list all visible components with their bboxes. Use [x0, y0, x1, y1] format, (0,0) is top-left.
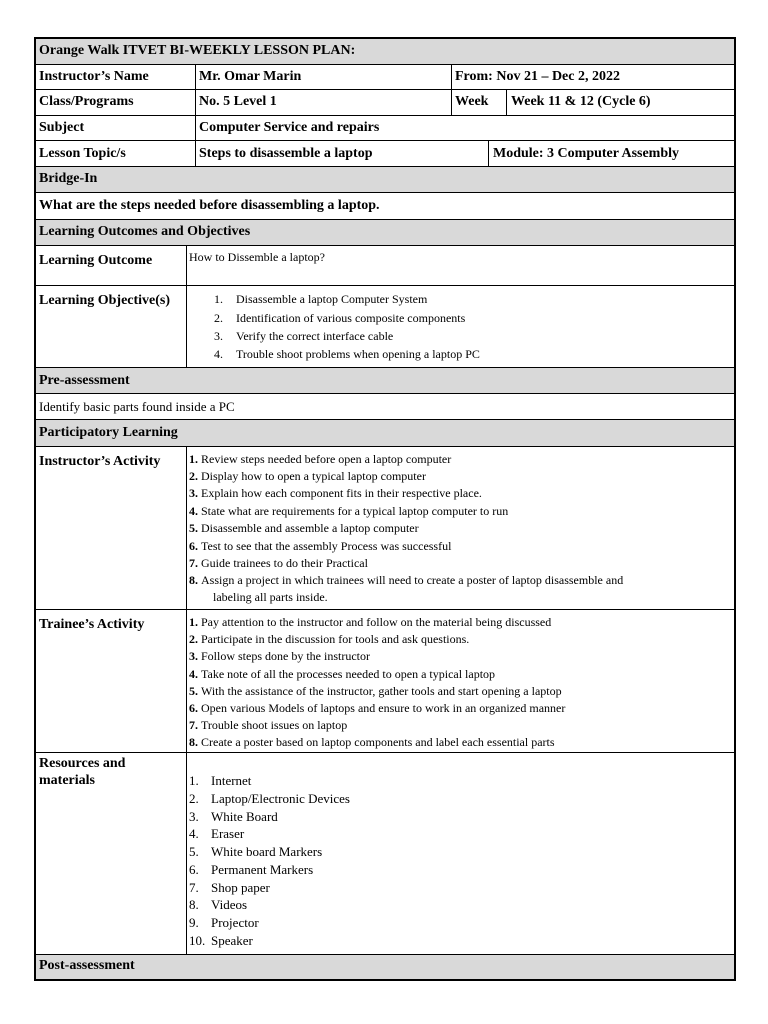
learning-outcome-row — [36, 246, 734, 286]
class-label: Class/Programs — [39, 94, 134, 109]
resource-item: 7. Shop paper — [189, 880, 270, 895]
outcomes-heading: Learning Outcomes and Objectives — [39, 224, 251, 239]
instructor-activity-item-continued: labeling all parts inside. — [213, 590, 328, 604]
learning-objectives-row — [36, 286, 734, 368]
lesson-plan-table — [34, 37, 736, 981]
pre-assessment-heading: Pre-assessment — [39, 373, 130, 388]
bridge-in-text: What are the steps needed before disassembling a laptop. — [39, 198, 380, 213]
instructor-activity-item: 4. State what are requirements for a typical laptop computer to run — [189, 504, 509, 518]
learning-objectives-label: Learning Objective(s) — [39, 293, 171, 308]
resource-item: 8. Videos — [189, 897, 248, 912]
trainee-activity-item: 4. Take note of all the processes needed to open a typical laptop — [189, 667, 496, 681]
resources-label-line-2: materials — [39, 773, 95, 788]
subject-row — [36, 116, 734, 141]
trainee-activity-item: 8. Create a poster based on laptop components and label each essential parts — [189, 735, 555, 749]
objective-item: 3. Verify the correct interface cable — [214, 329, 394, 343]
resources-label-line-1: Resources and — [39, 756, 126, 771]
instructor-row — [36, 65, 734, 90]
trainee-activity-item: 3. Follow steps done by the instructor — [189, 649, 370, 663]
trainee-activity-item: 6. Open various Models of laptops and ensure to work in an organized manner — [189, 701, 566, 715]
outcomes-heading-row — [36, 220, 734, 246]
week-value: Week 11 & 12 (Cycle 6) — [511, 94, 651, 109]
learning-outcome-value: How to Dissemble a laptop? — [189, 250, 325, 264]
subject-label: Subject — [39, 120, 85, 135]
instructor-activity-item: 2. Display how to open a typical laptop computer — [189, 469, 426, 483]
week-label: Week — [455, 94, 489, 109]
objective-item: 4. Trouble shoot problems when opening a laptop PC — [214, 347, 480, 361]
resource-item: 3. White Board — [189, 809, 278, 824]
pre-assessment-heading-row — [36, 368, 734, 394]
learning-outcome-label: Learning Outcome — [39, 253, 153, 268]
class-row — [36, 90, 734, 116]
instructor-activity-item: 3. Explain how each component fits in their respective place. — [189, 486, 482, 500]
trainee-activity-item: 1. Pay attention to the instructor and follow on the material being discussed — [189, 615, 552, 629]
resources-row — [36, 753, 734, 955]
subject-value: Computer Service and repairs — [199, 120, 380, 135]
class-value: No. 5 Level 1 — [199, 94, 277, 109]
topic-value: Steps to disassemble a laptop — [199, 146, 373, 161]
participatory-heading: Participatory Learning — [39, 425, 178, 440]
instructor-activity-item: 1. Review steps needed before open a laptop computer — [189, 452, 452, 466]
trainee-activity-label: Trainee’s Activity — [39, 617, 145, 632]
resource-item: 6. Permanent Markers — [189, 862, 314, 877]
resource-item: 5. White board Markers — [189, 844, 323, 859]
title-row — [36, 39, 734, 65]
instructor-activity-item: 7. Guide trainees to do their Practical — [189, 556, 368, 570]
instructor-activity-item: 6. Test to see that the assembly Process was successful — [189, 539, 452, 553]
topic-row — [36, 141, 734, 167]
resource-item: 9. Projector — [189, 915, 259, 930]
bridge-in-row — [36, 193, 734, 220]
participatory-heading-row — [36, 420, 734, 447]
instructor-name: Mr. Omar Marin — [199, 69, 302, 84]
resource-item: 4. Eraser — [189, 826, 245, 841]
pre-assessment-text: Identify basic parts found inside a PC — [39, 399, 235, 414]
instructor-activity-item: 5. Disassemble and assemble a laptop computer — [189, 521, 419, 535]
instructor-activity-label: Instructor’s Activity — [39, 454, 161, 469]
resource-item: 2. Laptop/Electronic Devices — [189, 791, 350, 806]
trainee-activity-item: 7. Trouble shoot issues on laptop — [189, 718, 348, 732]
date-range: From: Nov 21 – Dec 2, 2022 — [455, 69, 620, 84]
trainee-activity-row — [36, 610, 734, 753]
bridge-in-heading-row — [36, 167, 734, 193]
lesson-plan-title: Orange Walk ITVET BI-WEEKLY LESSON PLAN: — [39, 43, 356, 58]
instructor-activity-row — [36, 447, 734, 610]
objective-item: 1. Disassemble a laptop Computer System — [214, 292, 428, 306]
trainee-activity-item: 5. With the assistance of the instructor, gather tools and start opening a laptop — [189, 684, 562, 698]
trainee-activity-item: 2. Participate in the discussion for tools and ask questions. — [189, 632, 470, 646]
topic-label: Lesson Topic/s — [39, 146, 126, 161]
post-assessment-heading-row — [36, 955, 734, 979]
post-assessment-heading: Post-assessment — [39, 958, 135, 973]
instructor-label: Instructor’s Name — [39, 69, 149, 84]
instructor-activity-item: 8. Assign a project in which trainees will need to create a poster of laptop disassemble and — [189, 573, 624, 587]
resource-item: 10. Speaker — [189, 933, 253, 948]
pre-assessment-row — [36, 394, 734, 420]
module-value: Module: 3 Computer Assembly — [493, 146, 680, 161]
resource-item: 1. Internet — [189, 773, 252, 788]
objective-item: 2. Identification of various composite components — [214, 311, 466, 325]
bridge-in-heading: Bridge-In — [39, 171, 98, 186]
